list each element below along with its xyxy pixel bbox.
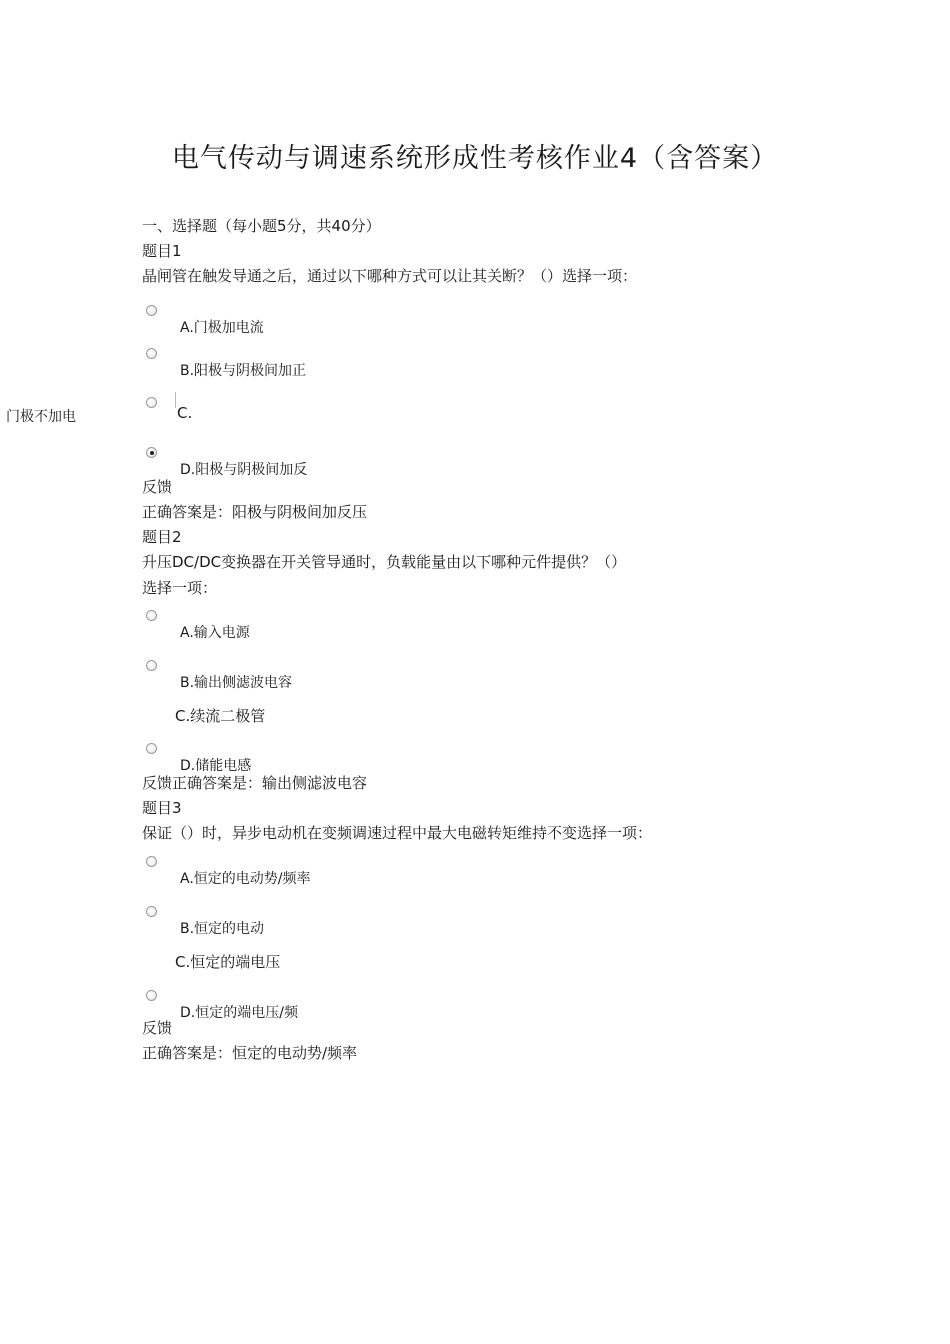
q1-option-b-label[interactable]: B.阳极与阴极间加正: [180, 363, 307, 379]
question-2-prompt: 升压DC/DC变换器在开关管导通时，负载能量由以下哪种元件提供？（）: [142, 553, 627, 571]
question-3-prompt: 保证（）时，异步电动机在变频调速过程中最大电磁转矩维持不变选择一项：: [142, 824, 653, 842]
question-3-label: 题目3: [142, 799, 182, 817]
q3-option-d-label[interactable]: D.恒定的端电压/频: [180, 1005, 298, 1021]
question-3-feedback-label: 反馈: [142, 1019, 173, 1037]
q2-option-c-label[interactable]: C.续流二极管: [175, 707, 266, 725]
q3-option-d-radio[interactable]: [146, 990, 157, 1001]
q3-option-b-label[interactable]: B.恒定的电动: [180, 921, 265, 937]
q2-option-b-label[interactable]: B.输出侧滤波电容: [180, 675, 293, 691]
question-2-label: 题目2: [142, 528, 182, 546]
q1-option-d-radio[interactable]: [146, 447, 157, 458]
question-1-feedback-label: 反馈: [142, 478, 173, 496]
document-title: 电气传动与调速系统形成性考核作业4（含答案）: [171, 143, 779, 174]
question-1-prompt: 晶闸管在触发导通之后，通过以下哪种方式可以让其关断？（）选择一项：: [142, 267, 638, 285]
q1-option-a-radio[interactable]: [146, 305, 157, 316]
q2-option-a-radio[interactable]: [146, 610, 157, 621]
question-1-label: 题目1: [142, 242, 182, 260]
q3-option-a-label[interactable]: A.恒定的电动势/频率: [180, 871, 311, 887]
q2-option-d-label[interactable]: D.储能电感: [180, 758, 252, 774]
text-cursor: [175, 392, 176, 408]
q1-option-c-label[interactable]: C.: [177, 404, 193, 422]
question-3-answer: 正确答案是：恒定的电动势/频率: [142, 1044, 358, 1062]
q1-option-d-label[interactable]: D.阳极与阴极间加反: [180, 462, 308, 478]
section-heading: 一、选择题（每小题5分，共40分）: [142, 217, 381, 235]
question-2-feedback-answer: 反馈正确答案是：输出侧滤波电容: [142, 774, 368, 792]
question-1-answer: 正确答案是：阳极与阴极间加反压: [142, 503, 368, 521]
q2-option-b-radio[interactable]: [146, 660, 157, 671]
q3-option-a-radio[interactable]: [146, 856, 157, 867]
q2-option-d-radio[interactable]: [146, 743, 157, 754]
q1-option-b-radio[interactable]: [146, 348, 157, 359]
q3-option-c-label[interactable]: C.恒定的端电压: [175, 953, 281, 971]
q1-option-c-radio[interactable]: [146, 397, 157, 408]
q1-option-c-side-text: 门极不加电: [6, 409, 76, 425]
q3-option-b-radio[interactable]: [146, 906, 157, 917]
question-2-prompt-line2: 选择一项：: [142, 579, 218, 597]
q2-option-a-label[interactable]: A.输入电源: [180, 625, 250, 641]
q1-option-a-label[interactable]: A.门极加电流: [180, 320, 264, 336]
